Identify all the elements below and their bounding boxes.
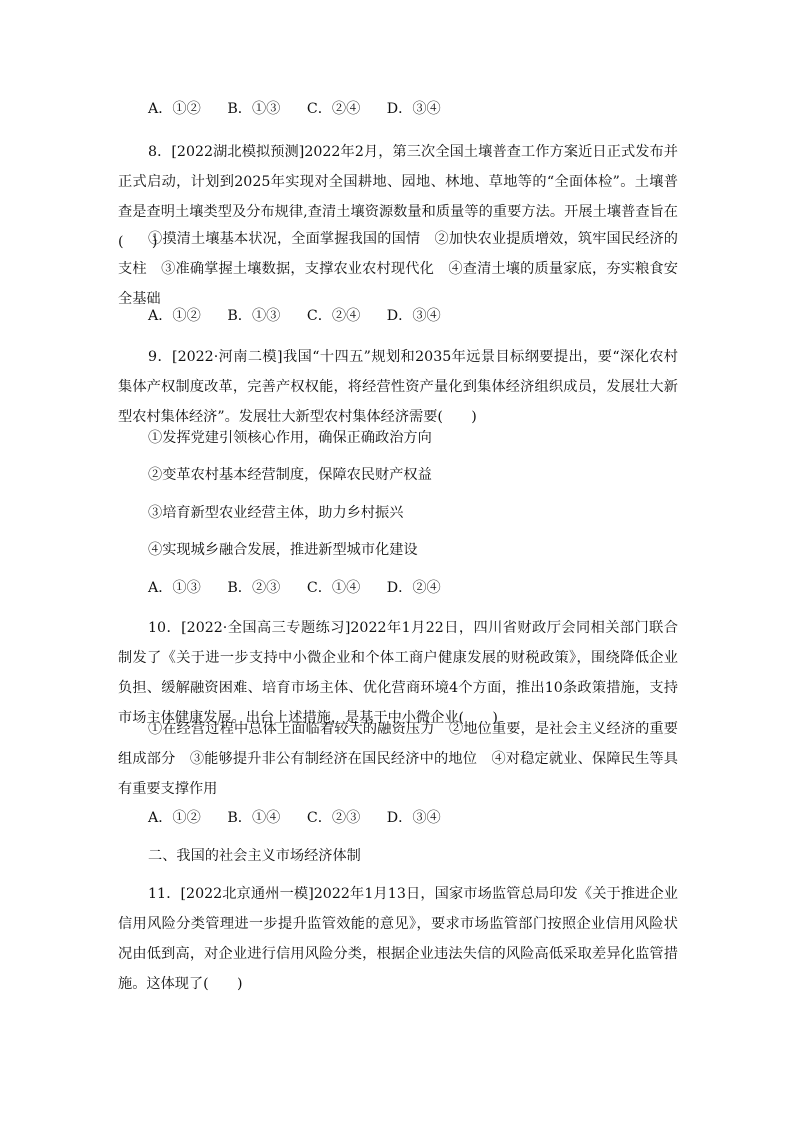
option-d: D．③④ [386, 810, 441, 826]
option-b: B．①④ [227, 810, 281, 826]
option-a: A．①② [148, 101, 201, 117]
q9-stem: 9．[2022·河南二模]我国“十四五”规划和2035年远景目标纲要提出，要“深化农村集体产权制度改革，完善产权权能，将经营性资产量化到集体经济组织成员，发展壮大新型农村集体经济”。发展壮大新型农村集体经济需要( ) [118, 349, 678, 425]
q11-stem: 11．[2022北京通州一模]2022年1月13日，国家市场监管总局印发《关于推进企业信用风险分类管理进一步提升监管效能的意见》，要求市场监管部门按照企业信用风险状况由低到高，对企业进行信用风险分类，根据企业违法失信的风险高低采取差异化监管措施。这体现了( ) [118, 886, 678, 992]
q8-options [148, 306, 463, 326]
option-c: C．②③ [306, 810, 361, 826]
option-a: A．①③ [148, 580, 201, 596]
q10-stem: 10．[2022·全国高三专题练习]2022年1月22日，四川省财政厅会同相关部门联合制发了《关于进一步支持中小微企业和个体工商户健康发展的财税政策》，围绕降低企业负担、缓解融资困难、培育市场主体、优化营商环境4个方面，推出10条政策措施，支持市场主体健康发展。出台上述措施，是基于中小微企业( ) [118, 620, 678, 726]
q7-options [148, 99, 463, 119]
option-a: A．①② [148, 810, 201, 826]
q9-options [148, 578, 463, 598]
option-d: D．②④ [386, 580, 441, 596]
q10-options [148, 808, 463, 828]
q8-stem: 8．[2022湖北模拟预测]2022年2月，第三次全国土壤普查工作方案近日正式发布并正式启动，计划到2025年实现对全国耕地、园地、林地、草地等的“全面体检”。土壤普查是查明土壤类型及分布规律,查清土壤资源数量和质量等的重要方法。开展土壤普查旨在( ) [118, 144, 678, 250]
q9-statement-4: ④实现城乡融合发展，推进新型城市化建设 [148, 542, 418, 558]
q8-statements: ①摸清土壤基本状况，全面掌握我国的国情 ②加快农业提质增效，筑牢国民经济的支柱 ③准确掌握土壤数据，支撑农业农村现代化 ④查清土壤的质量家底，夯实粮食安全基础 [118, 231, 678, 307]
option-d: D．③④ [386, 101, 441, 117]
q9-statement-1: ①发挥党建引领核心作用，确保正确政治方向 [148, 430, 432, 446]
option-b: B．①③ [227, 308, 281, 324]
option-c: C．②④ [306, 308, 361, 324]
option-c: C．①④ [306, 580, 361, 596]
option-a: A．①② [148, 308, 201, 324]
option-d: D．③④ [386, 308, 441, 324]
q9-statement-3: ③培育新型农业经营主体，助力乡村振兴 [148, 505, 404, 521]
q10-statements: ①在经营过程中总体上面临着较大的融资压力 ②地位重要，是社会主义经济的重要组成部分 ③能够提升非公有制经济在国民经济中的地位 ④对稳定就业、保障民生等具有重要支撑作用 [118, 721, 678, 797]
option-b: B．②③ [227, 580, 281, 596]
option-c: C．②④ [306, 101, 361, 117]
q9-statement-2: ②变革农村基本经营制度，保障农民财产权益 [148, 467, 432, 483]
option-b: B．①③ [227, 101, 281, 117]
section-heading: 二、我国的社会主义市场经济体制 [148, 848, 361, 864]
